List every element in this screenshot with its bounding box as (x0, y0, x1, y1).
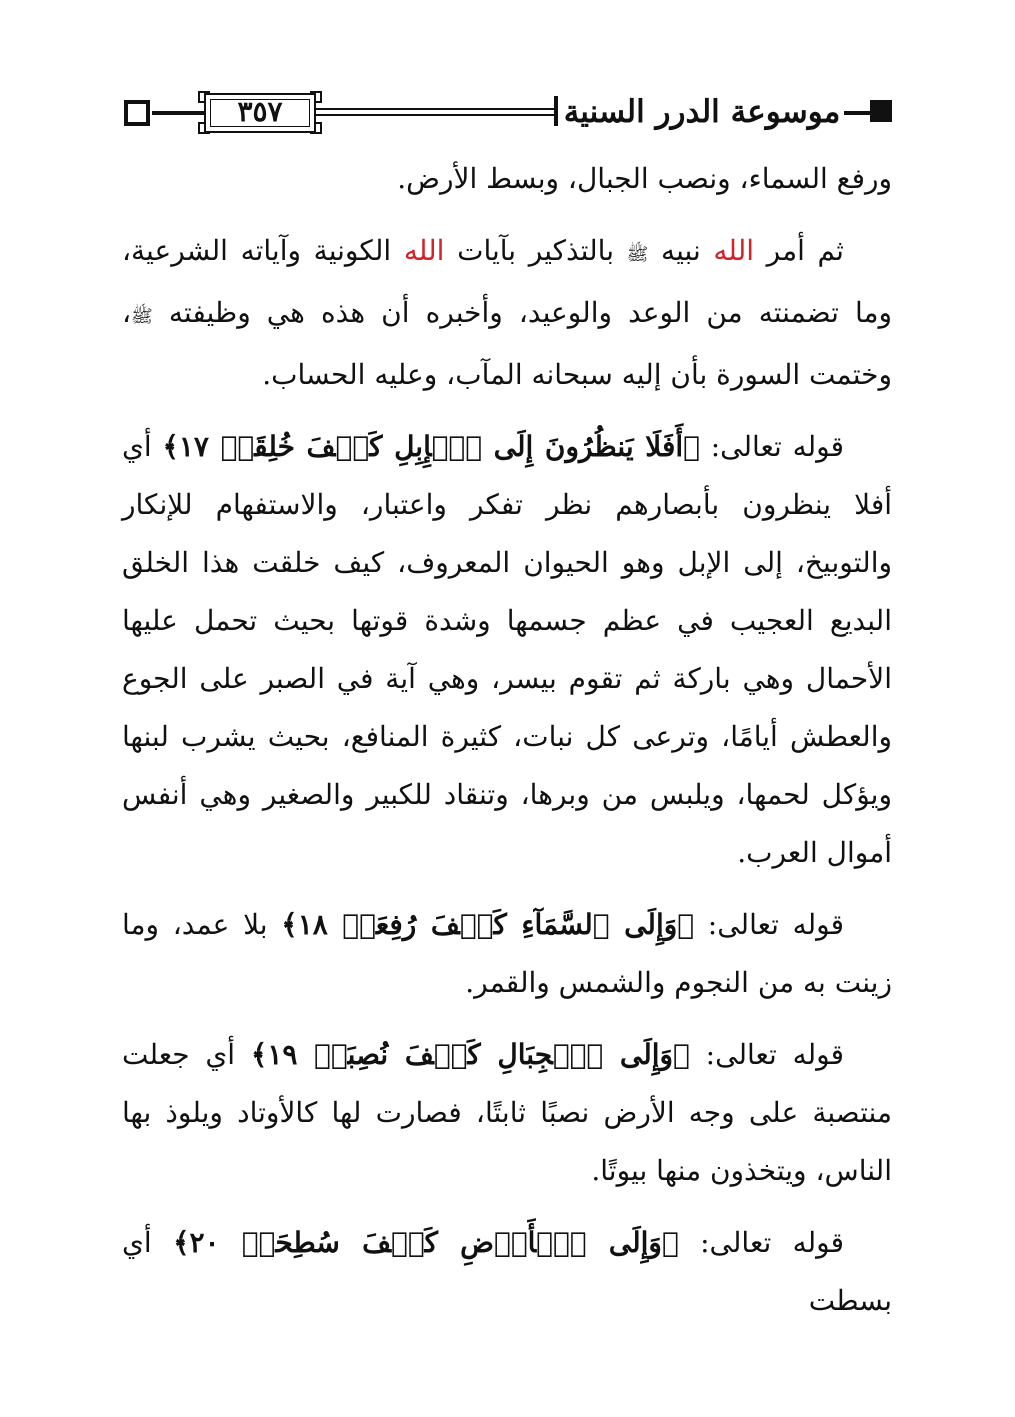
salutation-ligature: ﷺ (131, 306, 153, 327)
quran-verse-20: ﴿وَإِلَى ٱلۡأَرۡضِ كَيۡفَ سُطِحَتۡ ٢٠﴾ (173, 1226, 679, 1259)
verse-explanation: أي جعلت منتصبة على وجه الأرض نصبًا ثابتًا، فصارت لها كالأوتاد ويلوذ بها الناس، ويتخذون منها بيوتًا. (122, 1038, 892, 1187)
header-rule-right (844, 111, 872, 115)
verse-explanation: أي أفلا ينظرون بأبصارهم نظر تفكر واعتبار، والاستفهام للإنكار والتوبيخ، إلى الإبل وهو الحيوان المعروف، كيف خلقت هذا الخلق البديع العجيب في عظم جسمها وشدة قوتها بحيث تحمل عليها الأحمال وهي باركة ثم تقوم بيسر، وهي آية في الصبر على الجوع والعطش أيامًا، وترعى كل نبات، كثيرة المنافع، بحيث يشرب لبنها ويؤكل لحمها، ويلبس من وبرها، وتنقاد للكبير والصغير وهي أنفس أموال العرب. (122, 430, 892, 869)
quran-verse-19: ﴿وَإِلَى ٱلۡجِبَالِ كَيۡفَ نُصِبَتۡ ١٩﴾ (250, 1038, 690, 1071)
header-rule-double-bottom (316, 114, 556, 116)
book-title: موسوعة الدرر السنية (562, 90, 842, 134)
text-run: ورفع السماء، ونصب الجبال، وبسط الأرض. (397, 162, 892, 195)
text-run: ثم أمر (754, 234, 844, 267)
page-body (122, 150, 892, 1344)
divine-name-highlight: الله (713, 234, 755, 267)
quran-verse-17: ﴿أَفَلَا يَنظُرُونَ إِلَى ٱلۡإِبِلِ كَيۡفَ خُلِقَتۡ ١٧﴾ (162, 430, 700, 463)
page-header (122, 88, 892, 144)
divine-name-highlight: الله (403, 234, 445, 267)
text-run: بالتذكير بآيات (444, 234, 627, 267)
paragraph-summary (122, 222, 892, 404)
paragraph-verse-18 (122, 896, 892, 1012)
text-run: قوله تعالى: (678, 1226, 845, 1259)
header-square-outline-ornament (124, 100, 150, 126)
header-rule-double-top (316, 108, 556, 110)
text-run: قوله تعالى: (699, 430, 844, 463)
page-number: ٣٥٧ (237, 94, 283, 128)
text-run: الكونية وآياته الشرعية، وما تضمنته من الوعد والوعيد، وأخبره أن هذه هي وظيفته (122, 234, 892, 329)
text-run: نبيه (648, 234, 714, 267)
paragraph-continuation (122, 150, 892, 208)
page-number-box (204, 93, 316, 133)
salutation-ligature: ﷺ (626, 244, 649, 265)
quran-verse-18: ﴿وَإِلَى ٱلسَّمَآءِ كَيۡفَ رُفِعَتۡ ١٨﴾ (281, 908, 695, 941)
text-run: قوله تعالى: (694, 908, 844, 941)
text-run: قوله تعالى: (689, 1038, 845, 1071)
verse-explanation: أي بسطت (122, 1226, 892, 1317)
header-square-filled-ornament (870, 100, 892, 122)
header-rule-left (152, 111, 204, 115)
text-run: ، وختمت السورة بأن إليه سبحانه المآب، وعليه الحساب. (122, 296, 892, 391)
header-divider-tick (554, 96, 558, 126)
paragraph-verse-20 (122, 1214, 892, 1330)
verse-explanation: بلا عمد، وما زينت به من النجوم والشمس والقمر. (122, 908, 892, 999)
paragraph-verse-19 (122, 1026, 892, 1200)
paragraph-verse-17 (122, 418, 892, 882)
